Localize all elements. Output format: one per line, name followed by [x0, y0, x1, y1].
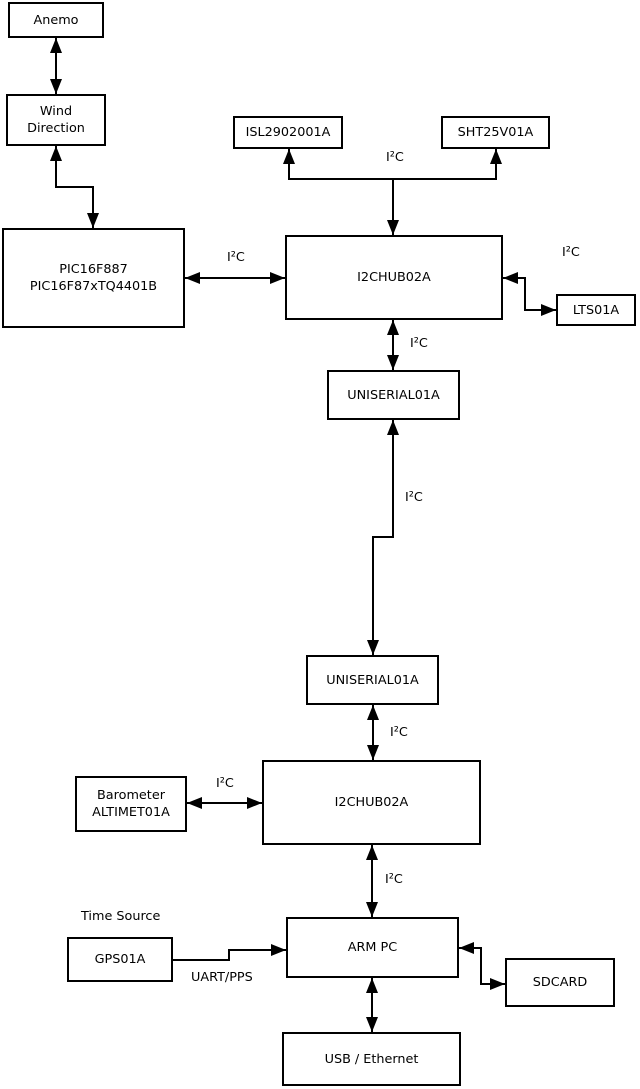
- node-uniserial01a-upper: [327, 370, 460, 420]
- edge-bus-sht25v01a: [393, 149, 496, 179]
- node-uniserial01a-lower-label: UNISERIAL01A: [326, 672, 419, 688]
- node-pic-controller-label-line1: PIC16F887: [59, 262, 128, 277]
- node-pic-controller: [2, 228, 185, 328]
- label-i2c-hub-lts: I²C: [562, 245, 580, 260]
- node-sht25v01a-label: SHT25V01A: [457, 125, 534, 140]
- node-sdcard: [505, 958, 615, 1007]
- label-i2c-hub-uniserial: I²C: [410, 336, 428, 351]
- node-isl2902001a: [233, 116, 343, 149]
- edge-gps-armpc: [173, 950, 286, 960]
- node-gps01a: [67, 937, 173, 982]
- node-i2chub02a-upper-label: I2CHUB02A: [357, 270, 431, 285]
- edge-i2chub-upper-lts01a: [503, 278, 556, 310]
- node-barometer: [75, 776, 187, 832]
- node-uniserial01a-lower: [306, 655, 439, 705]
- node-uniserial01a-upper-label: UNISERIAL01A: [347, 387, 440, 403]
- node-i2chub02a-lower: [262, 760, 481, 845]
- label-i2c-hub2-armpc: I²C: [385, 872, 403, 887]
- node-lts01a: [556, 294, 636, 326]
- node-anemo-label: Anemo: [33, 12, 79, 28]
- label-time-source: Time Source: [81, 909, 161, 924]
- edge-winddirection-pic: [56, 146, 93, 228]
- node-wind-direction: [6, 94, 106, 146]
- label-i2c-uniserial-hub2: I²C: [390, 725, 408, 740]
- node-i2chub02a-lower-label: I2CHUB02A: [334, 795, 409, 810]
- node-anemo: [8, 2, 104, 38]
- node-isl2902001a-label: ISL2902001A: [245, 125, 331, 140]
- edge-uniserial-upper-uniserial-lower: [373, 420, 393, 655]
- label-i2c-uniserial-link: I²C: [405, 490, 423, 505]
- node-sdcard-label: SDCARD: [532, 975, 588, 990]
- label-uart-pps: UART/PPS: [191, 970, 253, 985]
- node-wind-direction-label-line1: Wind: [39, 104, 73, 119]
- node-sht25v01a: [441, 116, 550, 149]
- node-pic-controller-label-line2: PIC16F87xTQ4401B: [29, 279, 158, 294]
- node-i2chub02a-upper: [285, 235, 503, 320]
- node-arm-pc: [286, 917, 459, 978]
- edge-armpc-sdcard: [459, 948, 505, 984]
- label-i2c-pic-hub: I²C: [227, 250, 245, 265]
- edge-bus-isl2902001a: [289, 149, 393, 179]
- node-lts01a-label: LTS01A: [572, 302, 620, 318]
- node-wind-direction-label-line2: Direction: [27, 121, 85, 136]
- node-gps01a-label: GPS01A: [94, 952, 146, 967]
- label-i2c-barometer-hub2: I²C: [216, 776, 234, 791]
- node-usb-ethernet-label: USB / Ethernet: [324, 1051, 419, 1067]
- node-arm-pc-label: ARM PC: [347, 940, 398, 955]
- node-usb-ethernet: [282, 1032, 461, 1086]
- label-i2c-top-bus: I²C: [386, 150, 404, 165]
- node-barometer-label-line1: Barometer: [97, 788, 165, 803]
- node-barometer-label-line2: ALTIMET01A: [92, 805, 170, 820]
